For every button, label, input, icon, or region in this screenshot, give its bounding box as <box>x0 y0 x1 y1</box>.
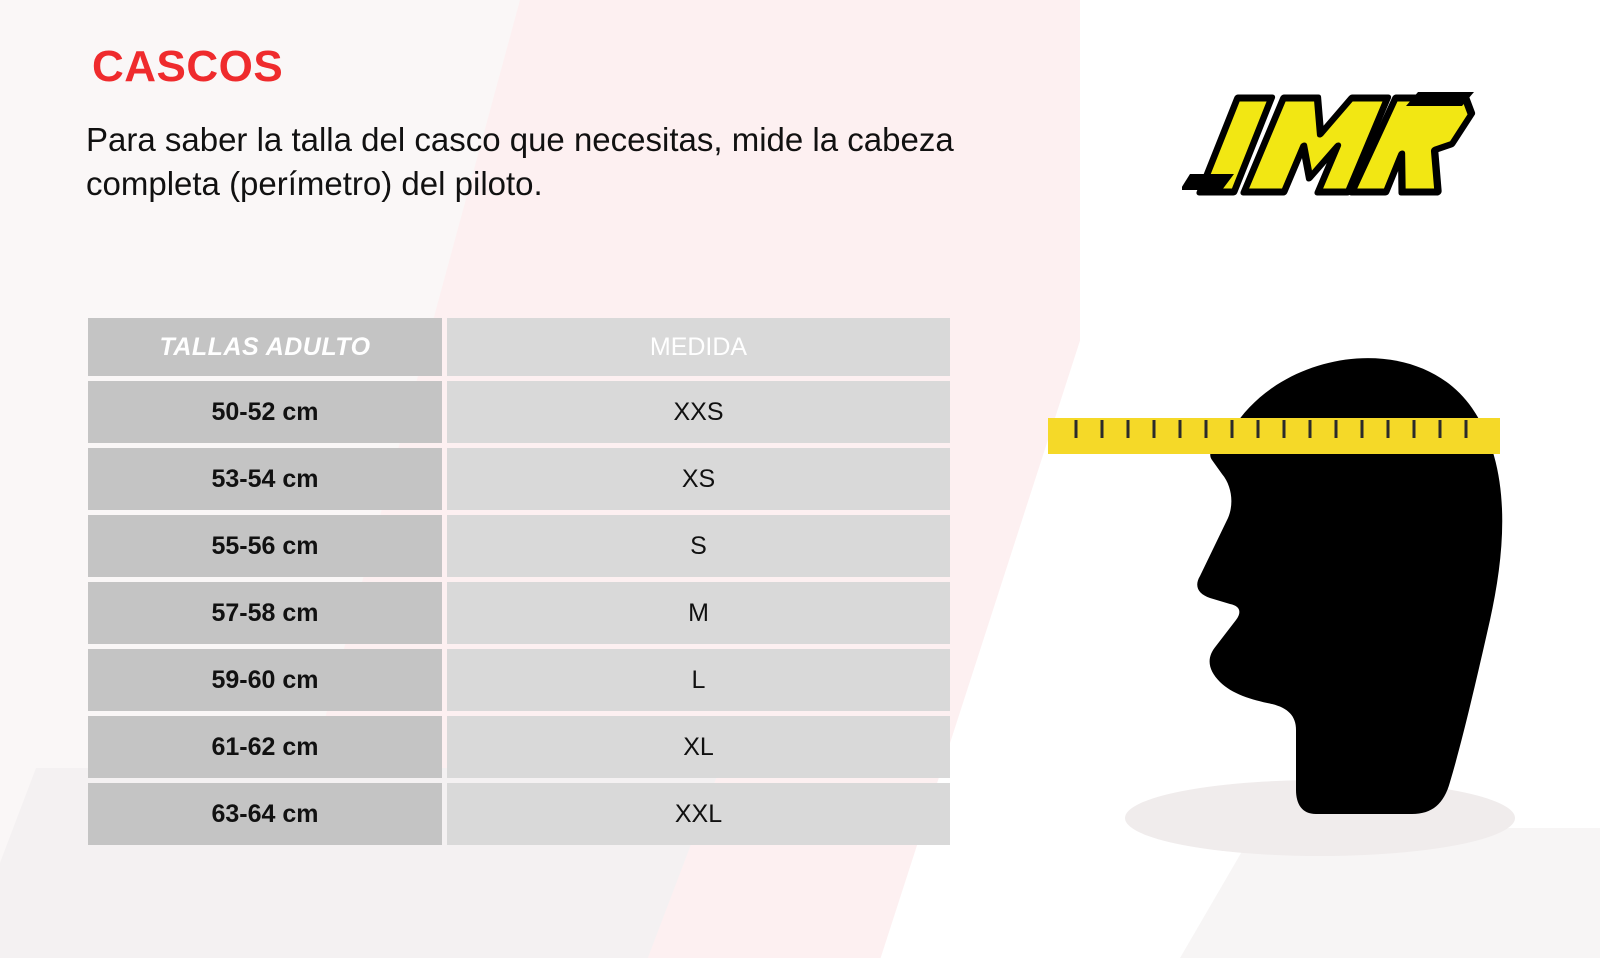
table-row <box>88 582 950 644</box>
cell-talla: S <box>447 515 950 577</box>
cell-talla: XXL <box>447 783 950 845</box>
measuring-tape <box>1048 418 1500 454</box>
table-row <box>88 515 950 577</box>
cell-talla: XS <box>447 448 950 510</box>
table-row <box>88 448 950 510</box>
table-row <box>88 649 950 711</box>
cell-talla: L <box>447 649 950 711</box>
size-chart-table <box>88 318 950 850</box>
cell-medida: 55-56 cm <box>88 515 442 577</box>
table-row <box>88 716 950 778</box>
cell-medida: 50-52 cm <box>88 381 442 443</box>
head-illustration <box>1020 290 1540 890</box>
table-row <box>88 783 950 845</box>
cell-medida: 63-64 cm <box>88 783 442 845</box>
cell-talla: XL <box>447 716 950 778</box>
cell-talla: M <box>447 582 950 644</box>
cell-medida: 53-54 cm <box>88 448 442 510</box>
page-subtitle: Para saber la talla del casco que necesitas, mide la cabeza completa (perímetro) del piloto. <box>86 121 954 202</box>
table-header-row <box>88 318 950 376</box>
cell-medida: 61-62 cm <box>88 716 442 778</box>
table-header-tallas: TALLAS ADULTO <box>88 318 442 376</box>
imr-logo <box>1182 88 1482 218</box>
page-title: CASCOS <box>92 42 284 91</box>
imr-logo-icon <box>1182 88 1482 218</box>
cell-medida: 59-60 cm <box>88 649 442 711</box>
cell-talla: XXS <box>447 381 950 443</box>
table-header-medida: MEDIDA <box>447 318 950 376</box>
cell-medida: 57-58 cm <box>88 582 442 644</box>
head-profile-icon <box>1020 290 1540 890</box>
table-row <box>88 381 950 443</box>
